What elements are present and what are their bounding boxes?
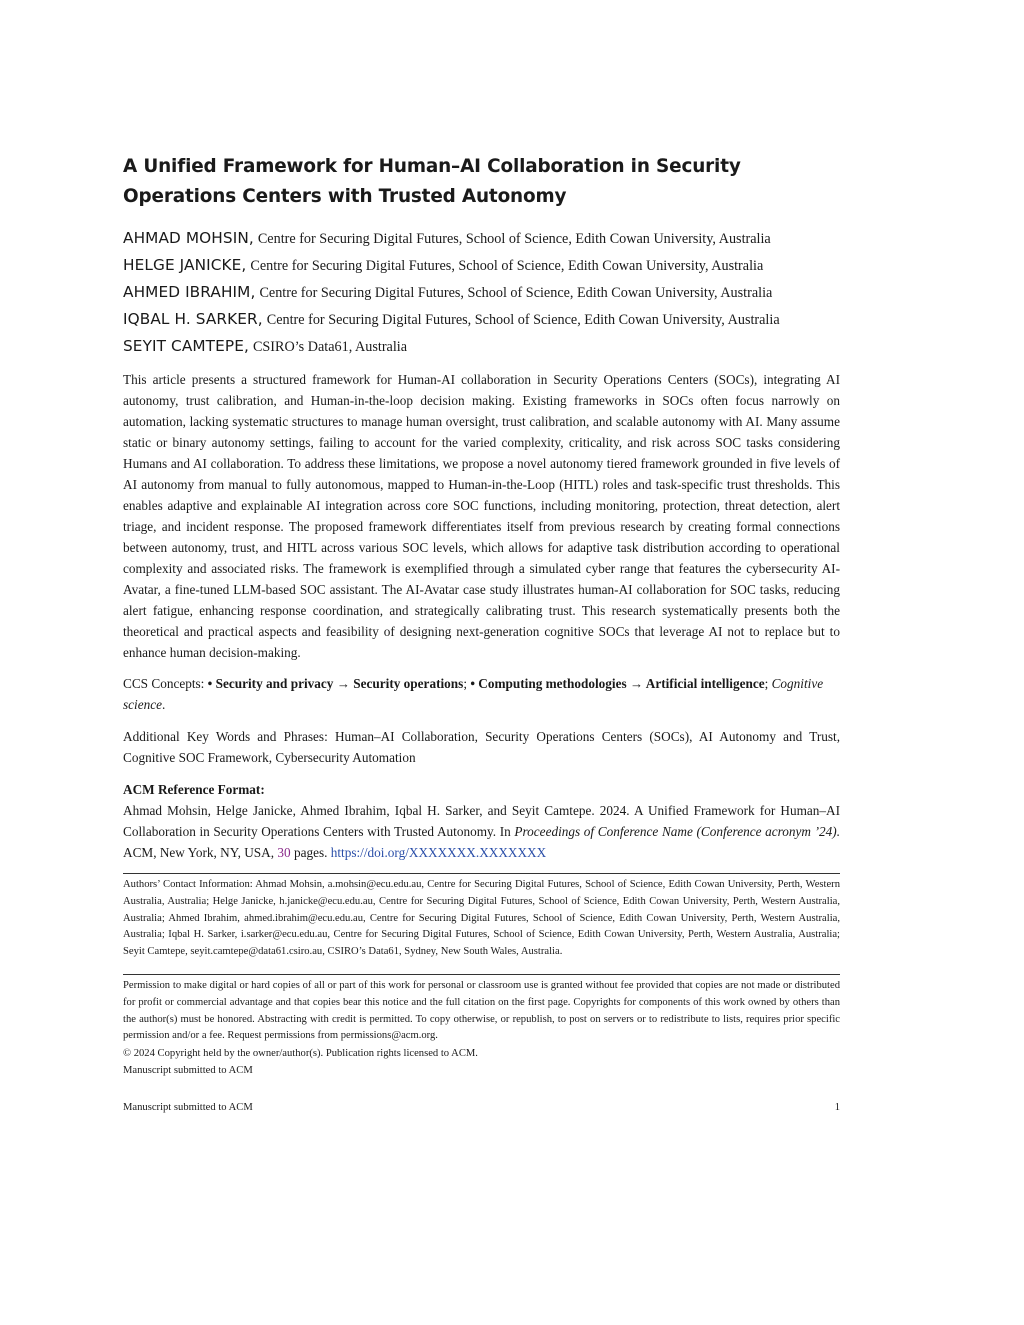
keywords-text: Human–AI Collaboration, Security Operations Centers (SOCs), AI Autonomy and Trust, Cognitive SOC Framework, Cybersecurity Automation [123, 729, 841, 765]
paper-title: A Unified Framework for Human–AI Collaboration in Security Operations Centers with Trusted Autonomy [123, 156, 741, 207]
author-affiliation: Centre for Securing Digital Futures, School of Science, Edith Cowan University, Australia [259, 285, 773, 301]
footer-note: Manuscript submitted to ACM [123, 1102, 253, 1113]
pages-word: pages. [293, 845, 328, 860]
author-affiliation: Centre for Securing Digital Futures, School of Science, Edith Cowan University, Australia [250, 258, 764, 274]
author-entry [123, 306, 840, 333]
divider [123, 873, 840, 874]
author-entry [123, 279, 840, 306]
author-contact-info: Authors’ Contact Information: Ahmad Mohsin, a.mohsin@ecu.edu.au, Centre for Securing Digital Futures, School of Science, Edith Cowan University, Perth, Western Australia, Australia; Helge Janicke, h.janicke@ecu.edu.au, Centre for Securing Digital Futures, School of Science, Edith Cowan University, Perth, Western Australia, Australia; Ahmed Ibrahim, ahmed.ibrahim@ecu.edu.au, Centre for Securing Digital Futures, School of Science, Edith Cowan University, Perth, Western Australia, Australia; Iqbal H. Sarker, i.sarker@ecu.edu.au, Centre for Securing Digital Futures, School of Science, Edith Cowan University, Perth, Western Australia, Australia; Seyit Camtepe, seyit.camtepe@data61.csiro.au, CSIRO’s Data61, Sydney, New South Wales, Australia. [123, 879, 840, 958]
ccs-separator: ; [764, 676, 769, 691]
page-number: 1 [834, 1102, 840, 1113]
author-list [123, 225, 840, 360]
author-affiliation: Centre for Securing Digital Futures, School of Science, Edith Cowan University, Australia [266, 312, 780, 328]
ccs-concepts [123, 673, 840, 715]
reference-text: Ahmad Mohsin, Helge Janicke, Ahmed Ibrahim, Iqbal H. Sarker, and Seyit Camtepe. 2024. A Unified Framework for Human–AI Collaboration in Security Operations Centers with Trusted Autonomy. In [123, 803, 840, 839]
acm-reference [123, 800, 840, 863]
author-entry [123, 333, 840, 360]
author-name: IQBAL H. SARKER, [123, 310, 263, 328]
author-affiliation: CSIRO’s Data61, Australia [252, 339, 408, 355]
ccs-concept-2: • Computing methodologies → Artificial intelligence [470, 676, 765, 691]
divider [123, 974, 840, 975]
permission-statement: Permission to make digital or hard copies of all or part of this work for personal or classroom use is granted without fee provided that copies are not made or distributed for profit or commercial advantage and that copies bear this notice and the full citation on the first page. Copyrights for components of this work owned by others than the author(s) must be honored. Abstracting with credit is permitted. To copy otherwise, or republish, to post on servers or to redistribute to lists, requires prior specific permission and/or a fee. Request permissions from permissions@acm.org. [123, 980, 840, 1042]
ccs-label: CCS Concepts: [123, 676, 205, 691]
ccs-separator: ; [463, 676, 467, 691]
doi-link[interactable]: https://doi.org/XXXXXXX.XXXXXXX [330, 845, 547, 860]
author-name: HELGE JANICKE, [123, 256, 247, 274]
ccs-concept-3: Cognitive science [123, 676, 824, 712]
author-affiliation: Centre for Securing Digital Futures, School of Science, Edith Cowan University, Australia [257, 231, 771, 247]
author-entry [123, 225, 840, 252]
copyright-notice: © 2024 Copyright held by the owner/author(s). Publication rights licensed to ACM. [123, 1048, 478, 1059]
manuscript-note: Manuscript submitted to ACM [123, 1065, 253, 1076]
acm-reference-heading: ACM Reference Format: [123, 782, 265, 797]
author-name: AHMED IBRAHIM, [123, 283, 256, 301]
author-entry [123, 252, 840, 279]
keywords [123, 726, 840, 768]
page-count-link[interactable]: 30 [277, 845, 291, 860]
author-name: SEYIT CAMTEPE, [123, 337, 249, 355]
ccs-concept-1: • Security and privacy → Security operations [207, 676, 464, 691]
keywords-label: Additional Key Words and Phrases: [123, 729, 328, 744]
abstract: This article presents a structured framework for Human-AI collaboration in Security Operations Centers (SOCs), integrating AI autonomy, trust calibration, and Human-in-the-loop decision making. Existing frameworks in SOCs often focus narrowly on automation, lacking systematic structures to manage human oversight, trust calibration, and scalable autonomy with AI. Many assume static or binary autonomy settings, failing to account for the varied complexity, criticality, and risk across SOC tasks considering Humans and AI collaboration. To address these limitations, we propose a novel autonomy tiered framework grounded in five levels of AI autonomy from manual to fully autonomous, mapped to Human-in-the-Loop (HITL) roles and task-specific trust thresholds. This enables adaptive and explainable AI integration across core SOC functions, including monitoring, protection, threat detection, alert triage, and incident response. The proposed framework differentiates itself from previous research by creating formal connections between autonomy, trust, and HITL across various SOC levels, which allows for adaptive task distribution according to operational complexity and associated risks. The framework is exemplified through a simulated cyber range that features the cybersecurity AI-Avatar, a fine-tuned LLM-based SOC assistant. The AI-Avatar case study illustrates human-AI collaboration for SOC tasks, reducing alert fatigue, enhancing response coordination, and strategically calibrating trust. This research systematically presents both the theoretical and practical aspects and feasibility of designing next-generation cognitive SOCs that leverage AI not to replace but to enhance human decision-making. [123, 372, 840, 660]
reference-publisher: ACM, New York, NY, USA, [123, 845, 275, 860]
ccs-end: . [162, 697, 166, 712]
reference-venue: Proceedings of Conference Name (Conference acronym ’24). [514, 824, 841, 839]
author-name: AHMAD MOHSIN, [123, 229, 254, 247]
